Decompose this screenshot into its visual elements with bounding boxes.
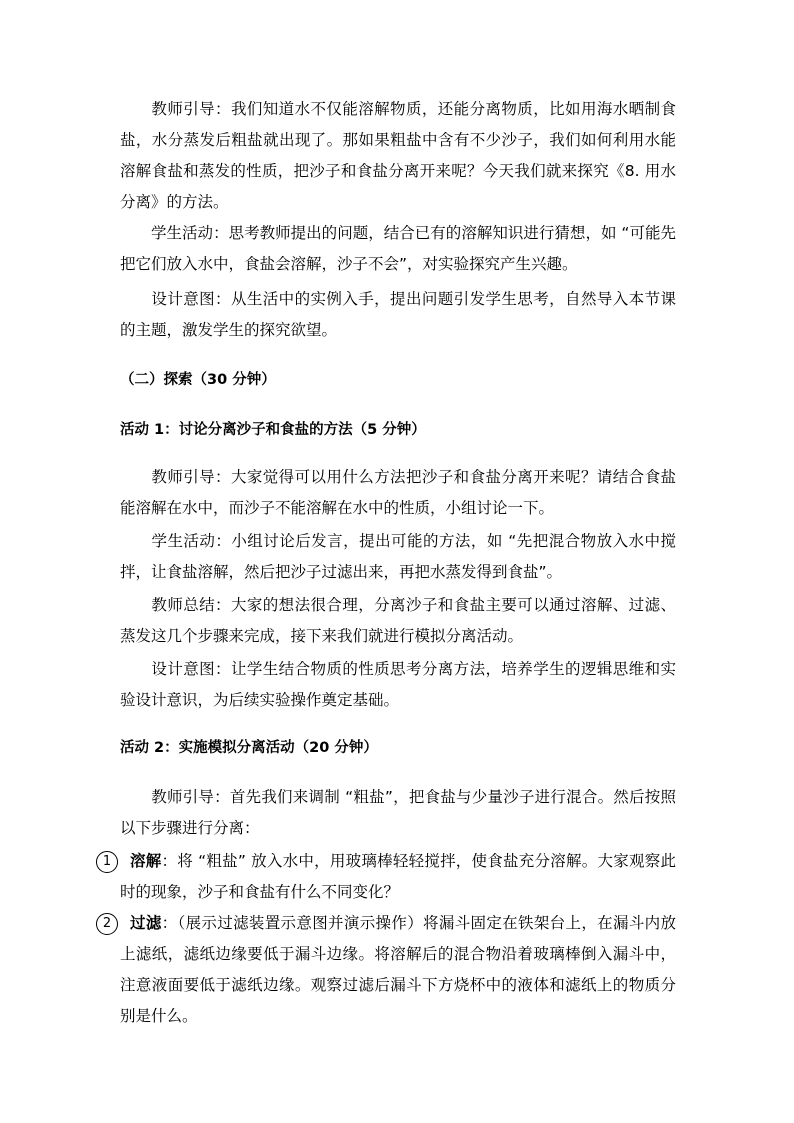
intro-design-intent: 设计意图：从生活中的实例入手，提出问题引发学生思考，自然导入本节课的主题，激发学生的探究欲望。 — [120, 290, 676, 339]
activity2-teacher-guide: 教师引导：首先我们来调制 “粗盐”，把食盐与少量沙子进行混合。然后按照以下步骤进行分离： — [120, 788, 676, 837]
activity1-teacher-guide: 教师引导：大家觉得可以用什么方法把沙子和食盐分离开来呢？请结合食盐能溶解在水中，而沙子不能溶解在水中的性质，小组讨论一下。 — [120, 468, 676, 517]
step-term: 溶解 — [130, 852, 162, 870]
activity2-heading: 活动 2：实施模拟分离活动（20 分钟） — [120, 740, 378, 756]
activity1-student-activity: 学生活动：小组讨论后发言，提出可能的方法，如 “先把混合物放入水中搅拌，让食盐溶解，然后把沙子过滤出来，再把水蒸发得到食盐”。 — [120, 532, 676, 581]
step-dissolve — [96, 846, 676, 908]
intro-student-activity: 学生活动：思考教师提出的问题，结合已有的溶解知识进行猜想，如 “可能先把它们放入水中，食盐会溶解，沙子不会”，对实验探究产生兴趣。 — [120, 224, 676, 273]
step-term: 过滤 — [130, 914, 162, 932]
activity1-design-intent: 设计意图：让学生结合物质的性质思考分离方法，培养学生的逻辑思维和实验设计意识，为后续实验操作奠定基础。 — [120, 660, 676, 709]
circled-number-2: 2 — [96, 913, 118, 935]
circled-number-1: 1 — [96, 851, 118, 873]
step-text: ：将 “粗盐” 放入水中，用玻璃棒轻轻搅拌，使食盐充分溶解。大家观察此时的现象，沙子和食盐有什么不同变化？ — [120, 852, 676, 901]
intro-teacher-guide: 教师引导：我们知道水不仅能溶解物质，还能分离物质，比如用海水晒制食盐，水分蒸发后粗盐就出现了。那如果粗盐中含有不少沙子，我们如何利用水能溶解食盐和蒸发的性质，把沙子和食盐分离开来呢？今天我们就来探究《8. 用水分离》的方法。 — [120, 100, 676, 211]
step-text: ：（展示过滤装置示意图并演示操作）将漏斗固定在铁架台上，在漏斗内放上滤纸，滤纸边缘要低于漏斗边缘。将溶解后的混合物沿着玻璃棒倒入漏斗中，注意液面要低于滤纸边缘。观察过滤后漏斗下方烧杯中的液体和滤纸上的物质分别是什么。 — [120, 914, 676, 1025]
step-filter — [96, 908, 676, 1032]
activity1-teacher-summary: 教师总结：大家的想法很合理，分离沙子和食盐主要可以通过溶解、过滤、蒸发这几个步骤来完成，接下来我们就进行模拟分离活动。 — [120, 596, 676, 645]
section-heading-explore: （二）探索（30 分钟） — [120, 372, 276, 388]
activity1-heading: 活动 1：讨论分离沙子和食盐的方法（5 分钟） — [120, 422, 426, 438]
